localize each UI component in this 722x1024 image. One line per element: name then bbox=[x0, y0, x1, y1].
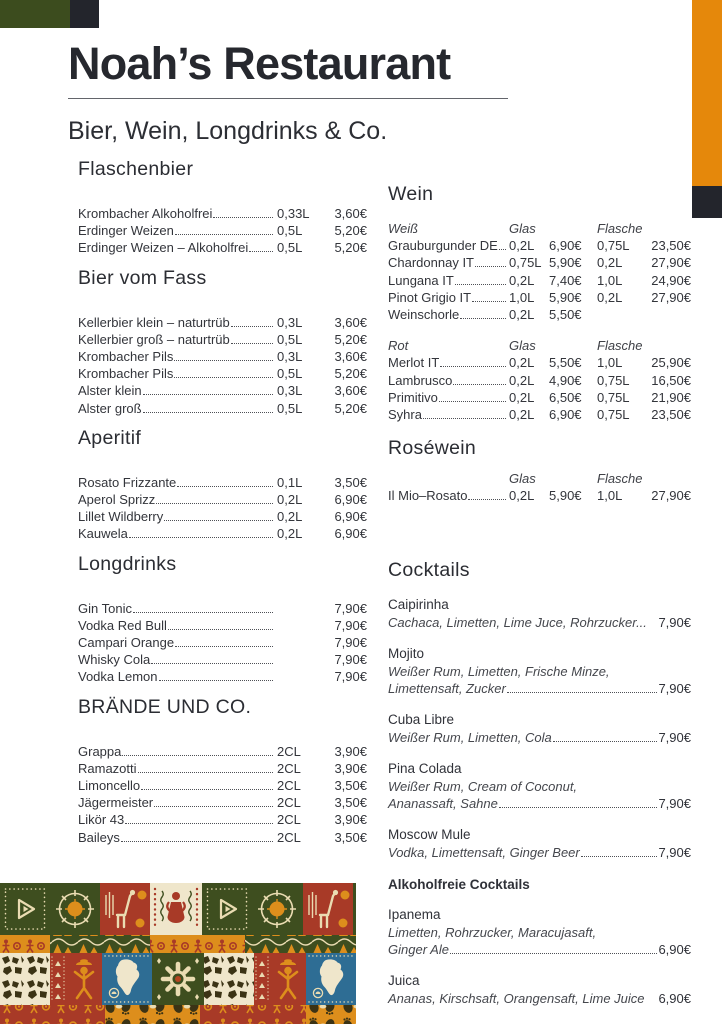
dotted-leader bbox=[455, 284, 506, 285]
item-name: Ramazotti bbox=[78, 760, 137, 776]
decor-bar-dark-left bbox=[70, 0, 99, 28]
wine-name: Chardonnay IT bbox=[388, 255, 474, 271]
item-price: 3,50€ bbox=[334, 778, 367, 794]
masthead bbox=[68, 38, 628, 146]
bottle-volume: 1,0L bbox=[597, 355, 623, 371]
item-name: Alster groß bbox=[78, 400, 142, 416]
dotted-leader bbox=[141, 789, 273, 790]
cocktail-price-line bbox=[388, 729, 691, 746]
glass-column-header: Glas bbox=[509, 338, 536, 354]
item-name: Vodka Lemon bbox=[78, 669, 158, 685]
section-items bbox=[78, 743, 367, 846]
glass-volume: 1,0L bbox=[509, 289, 535, 305]
section-items bbox=[78, 474, 367, 543]
ingredients-line: Weißer Rum, Limetten, Frische Minze, bbox=[388, 663, 610, 679]
dotted-leader bbox=[122, 755, 273, 756]
cocktail-price-line bbox=[388, 990, 691, 1007]
item-volume: 2CL bbox=[277, 812, 301, 828]
menu-item-row bbox=[78, 365, 367, 382]
item-price: 7,90€ bbox=[334, 635, 367, 651]
spiral-triangle-tile bbox=[202, 883, 252, 935]
wine-group-label: Weiß bbox=[388, 221, 419, 236]
bottle-price: 27,90€ bbox=[651, 289, 691, 305]
bottle-price: 27,90€ bbox=[651, 255, 691, 271]
wine-row bbox=[388, 289, 691, 306]
menu-item-row bbox=[78, 600, 367, 617]
wine-row bbox=[388, 389, 691, 406]
item-name: Limoncello bbox=[78, 778, 141, 794]
menu-item-row bbox=[78, 634, 367, 651]
item-price: 5,20€ bbox=[334, 223, 367, 239]
cocktail-name: Ipanema bbox=[388, 906, 441, 922]
triangle-strip-tile bbox=[254, 953, 270, 1005]
sun-mandala-tile bbox=[252, 883, 302, 935]
glass-volume: 0,75L bbox=[509, 255, 542, 271]
cocktail-item bbox=[388, 711, 691, 746]
item-name: Rosato Frizzante bbox=[78, 474, 177, 490]
menu-item-row bbox=[78, 491, 367, 508]
decor-bar-dark-right bbox=[692, 186, 722, 218]
dotted-leader bbox=[175, 646, 273, 647]
cocktail-ingredient-lines bbox=[388, 924, 691, 941]
item-price: 3,90€ bbox=[334, 743, 367, 759]
wine-group bbox=[388, 337, 691, 423]
item-volume: 2CL bbox=[277, 743, 301, 759]
glass-volume: 0,2L bbox=[509, 488, 535, 504]
dotted-leader bbox=[499, 249, 506, 250]
item-name: Aperol Sprizz bbox=[78, 492, 156, 508]
dotted-leader bbox=[231, 343, 273, 344]
menu-item-row bbox=[78, 348, 367, 365]
menu-section bbox=[78, 553, 367, 686]
item-price: 7,90€ bbox=[334, 600, 367, 616]
dotted-leader bbox=[174, 377, 273, 378]
item-price: 3,60€ bbox=[334, 349, 367, 365]
item-volume: 2CL bbox=[277, 829, 301, 845]
dotted-leader bbox=[453, 384, 506, 385]
bottle-price: 23,50€ bbox=[651, 407, 691, 423]
wine-name: Pinot Grigio IT bbox=[388, 289, 472, 305]
african-pattern-image bbox=[0, 883, 356, 1024]
bottle-volume: 0,75L bbox=[597, 238, 630, 254]
wine-row bbox=[388, 237, 691, 254]
menu-item-row bbox=[78, 239, 367, 256]
glass-column-header: Glas bbox=[509, 221, 536, 236]
item-volume: 0,3L bbox=[277, 314, 303, 330]
menu-item-row bbox=[78, 508, 367, 525]
wine-table-header bbox=[388, 220, 691, 237]
dotted-leader bbox=[168, 629, 273, 630]
wine-table-header bbox=[388, 337, 691, 354]
glass-price: 5,90€ bbox=[549, 255, 582, 271]
glass-price: 5,90€ bbox=[549, 488, 582, 504]
bottle-volume: 1,0L bbox=[597, 272, 623, 288]
dotted-leader bbox=[177, 486, 273, 487]
ingredients-line: Ananassaft, Sahne bbox=[388, 795, 498, 811]
menu-item-row bbox=[78, 525, 367, 542]
bottle-price: 25,90€ bbox=[651, 355, 691, 371]
cocktail-price-line bbox=[388, 941, 691, 958]
cocktails-section bbox=[388, 559, 691, 1007]
dotted-leader bbox=[507, 692, 658, 693]
menu-section bbox=[78, 427, 367, 543]
menu-item-row bbox=[78, 829, 367, 846]
glass-volume: 0,2L bbox=[509, 372, 535, 388]
section-heading: Aperitif bbox=[78, 426, 142, 449]
item-volume: 0,3L bbox=[277, 349, 303, 365]
cocktail-name: Pina Colada bbox=[388, 760, 462, 776]
rose-wine-section bbox=[388, 437, 691, 504]
dotted-leader bbox=[133, 612, 273, 613]
bottle-price: 24,90€ bbox=[651, 272, 691, 288]
item-price: 7,90€ bbox=[334, 652, 367, 668]
menu-section bbox=[78, 267, 367, 417]
glass-volume: 0,2L bbox=[509, 238, 535, 254]
item-price: 3,90€ bbox=[334, 812, 367, 828]
item-volume: 0,5L bbox=[277, 223, 303, 239]
dotted-leader bbox=[213, 217, 273, 218]
bottle-column-header: Flasche bbox=[597, 221, 643, 236]
cocktail-name: Juica bbox=[388, 972, 420, 988]
menu-item-row bbox=[78, 205, 367, 222]
wine-rows bbox=[388, 354, 691, 423]
menu-item-row bbox=[78, 400, 367, 417]
item-name: Vodka Red Bull bbox=[78, 617, 167, 633]
menu-item-row bbox=[78, 743, 367, 760]
ingredients-line: Cachaca, Limetten, Lime Juce, Rohrzucker... bbox=[388, 614, 647, 630]
bottle-price: 23,50€ bbox=[651, 238, 691, 254]
wine-row bbox=[388, 372, 691, 389]
glass-price: 4,90€ bbox=[549, 372, 582, 388]
bottle-column-header: Flasche bbox=[597, 338, 643, 354]
item-volume: 0,2L bbox=[277, 526, 303, 542]
spiral-triangle-tile bbox=[0, 883, 50, 935]
section-items bbox=[78, 600, 367, 686]
left-column bbox=[78, 158, 367, 856]
cocktail-price: 6,90€ bbox=[658, 941, 691, 957]
glass-price: 5,50€ bbox=[549, 307, 582, 323]
dotted-leader bbox=[159, 680, 273, 681]
wine-table-header bbox=[388, 470, 691, 487]
item-price: 3,50€ bbox=[334, 795, 367, 811]
wine-row bbox=[388, 354, 691, 371]
bottle-price: 27,90€ bbox=[651, 488, 691, 504]
item-name: Krombacher Pils bbox=[78, 349, 174, 365]
decor-bar-orange bbox=[692, 0, 722, 186]
cocktail-price: 7,90€ bbox=[658, 795, 691, 811]
sun-mandala-tile bbox=[50, 883, 100, 935]
item-name: Baileys bbox=[78, 829, 120, 845]
menu-item-row bbox=[78, 382, 367, 399]
bottle-volume: 0,2L bbox=[597, 255, 623, 271]
dotted-leader bbox=[143, 412, 273, 413]
dotted-leader bbox=[499, 807, 658, 808]
menu-item-row bbox=[78, 222, 367, 239]
section-items bbox=[78, 314, 367, 417]
title-rule bbox=[68, 98, 508, 99]
item-price: 6,90€ bbox=[334, 492, 367, 508]
wine-name: Primitivo bbox=[388, 389, 438, 405]
wine-name: Grauburgunder DE bbox=[388, 238, 498, 254]
item-price: 5,20€ bbox=[334, 240, 367, 256]
menu-item-row bbox=[78, 651, 367, 668]
ingredients-line: Weißer Rum, Limetten, Cola bbox=[388, 729, 552, 745]
menu-item-row bbox=[78, 811, 367, 828]
bowl-carrier-figure bbox=[66, 953, 102, 1005]
item-volume: 2CL bbox=[277, 760, 301, 776]
giraffe-icon bbox=[100, 883, 150, 935]
cocktail-item bbox=[388, 596, 691, 631]
wine-section bbox=[388, 183, 691, 423]
dotted-leader bbox=[143, 394, 273, 395]
cocktail-ingredient-lines bbox=[388, 663, 691, 680]
item-price: 7,90€ bbox=[334, 617, 367, 633]
item-name: Grappa bbox=[78, 743, 122, 759]
bottle-volume: 1,0L bbox=[597, 488, 623, 504]
item-price: 3,60€ bbox=[334, 206, 367, 221]
menu-section bbox=[78, 158, 367, 257]
africa-map-icon bbox=[306, 953, 356, 1005]
cocktail-price-line bbox=[388, 680, 691, 697]
item-price: 6,90€ bbox=[334, 526, 367, 542]
ingredients-line: Ananas, Kirschsaft, Orangensaft, Lime Juice bbox=[388, 990, 645, 1006]
dotted-leader bbox=[154, 806, 273, 807]
menu-item-row bbox=[78, 331, 367, 348]
item-volume: 0,2L bbox=[277, 509, 303, 525]
bottle-price: 21,90€ bbox=[651, 389, 691, 405]
giraffe-icon bbox=[303, 883, 353, 935]
glass-price: 5,90€ bbox=[549, 289, 582, 305]
glass-volume: 0,2L bbox=[509, 389, 535, 405]
item-price: 3,50€ bbox=[334, 829, 367, 845]
item-volume: 0,5L bbox=[277, 366, 303, 382]
dotted-leader bbox=[440, 366, 506, 367]
glass-volume: 0,2L bbox=[509, 407, 535, 423]
dotted-leader bbox=[423, 418, 506, 419]
cocktail-name: Moscow Mule bbox=[388, 826, 471, 842]
dotted-leader bbox=[156, 503, 273, 504]
item-name: Likör 43 bbox=[78, 812, 125, 828]
bottle-volume: 0,75L bbox=[597, 389, 630, 405]
wine-name: Lambrusco bbox=[388, 372, 453, 388]
bowl-carrier-figure bbox=[270, 953, 306, 1005]
item-volume: 0,5L bbox=[277, 240, 303, 256]
cocktail-ingredient-lines bbox=[388, 778, 691, 795]
section-heading: BRÄNDE UND CO. bbox=[78, 695, 252, 718]
wine-row bbox=[388, 487, 691, 504]
bottle-column-header: Flasche bbox=[597, 471, 643, 487]
item-price: 5,20€ bbox=[334, 400, 367, 416]
wine-row bbox=[388, 272, 691, 289]
dotted-leader bbox=[468, 499, 506, 500]
menu-section bbox=[78, 696, 367, 846]
item-name: Gin Tonic bbox=[78, 600, 132, 616]
item-price: 3,60€ bbox=[334, 383, 367, 399]
item-volume: 0,3L bbox=[277, 383, 303, 399]
item-name: Krombacher Pils bbox=[78, 366, 174, 382]
cocktail-item bbox=[388, 826, 691, 861]
cocktail-name: Mojito bbox=[388, 645, 425, 661]
cocktail-price-line bbox=[388, 844, 691, 861]
glass-volume: 0,2L bbox=[509, 355, 535, 371]
item-name: Campari Orange bbox=[78, 635, 175, 651]
dotted-leader bbox=[175, 234, 273, 235]
section-heading: Longdrinks bbox=[78, 552, 177, 575]
bottle-volume: 0,75L bbox=[597, 372, 630, 388]
wine-name: Merlot IT bbox=[388, 355, 440, 371]
menu-item-row bbox=[78, 617, 367, 634]
dotted-leader bbox=[249, 251, 273, 252]
dotted-leader bbox=[164, 520, 273, 521]
dotted-leader bbox=[174, 360, 273, 361]
item-volume: 2CL bbox=[277, 778, 301, 794]
ingredients-line: Ginger Ale bbox=[388, 941, 449, 957]
decor-bar-green bbox=[0, 0, 70, 28]
menu-item-row bbox=[78, 314, 367, 331]
bottle-volume: 0,75L bbox=[597, 407, 630, 423]
menu-item-row bbox=[78, 668, 367, 685]
item-price: 3,90€ bbox=[334, 760, 367, 776]
item-price: 5,20€ bbox=[334, 366, 367, 382]
dotted-leader bbox=[129, 537, 273, 538]
wine-row bbox=[388, 406, 691, 423]
cocktail-item bbox=[388, 972, 691, 1007]
glass-price: 6,50€ bbox=[549, 389, 582, 405]
cocktail-name: Cuba Libre bbox=[388, 711, 455, 727]
dotted-leader bbox=[553, 741, 658, 742]
menu-item-row bbox=[78, 794, 367, 811]
wine-row bbox=[388, 306, 691, 323]
section-heading: Flaschenbier bbox=[78, 158, 194, 180]
cocktail-item bbox=[388, 760, 691, 812]
item-volume: 0,1L bbox=[277, 474, 303, 490]
item-volume: 0,2L bbox=[277, 492, 303, 508]
item-name: Lillet Wildberry bbox=[78, 509, 164, 525]
cocktail-price: 7,90€ bbox=[658, 614, 691, 630]
menu-item-row bbox=[78, 474, 367, 491]
glass-price: 6,90€ bbox=[549, 407, 582, 423]
glass-price: 7,40€ bbox=[549, 272, 582, 288]
menu-item-row bbox=[78, 777, 367, 794]
item-name: Alster klein bbox=[78, 383, 142, 399]
right-column bbox=[388, 183, 691, 1021]
item-price: 3,50€ bbox=[334, 474, 367, 490]
ingredients-line: Limetten, Rohrzucker, Maracujasaft, bbox=[388, 924, 597, 940]
triangle-strip-tile bbox=[50, 953, 66, 1005]
restaurant-title: Noah’s Restaurant bbox=[68, 38, 451, 89]
cocktail-list bbox=[388, 596, 691, 861]
wine-name: Lungana IT bbox=[388, 272, 454, 288]
section-heading: Wein bbox=[388, 183, 434, 205]
item-price: 6,90€ bbox=[334, 509, 367, 525]
wine-name: Weinschorle bbox=[388, 307, 460, 323]
wine-name: Il Mio–Rosato bbox=[388, 488, 468, 504]
bottle-volume: 0,2L bbox=[597, 289, 623, 305]
section-heading: Roséwein bbox=[388, 437, 477, 460]
item-name: Krombacher Alkoholfrei bbox=[78, 206, 213, 221]
ingredients-line: Vodka, Limettensaft, Ginger Beer bbox=[388, 844, 580, 860]
item-name: Kauwela bbox=[78, 526, 128, 542]
alcohol-free-heading: Alkoholfreie Cocktails bbox=[388, 876, 530, 892]
glass-column-header: Glas bbox=[509, 471, 536, 487]
item-volume: 0,5L bbox=[277, 400, 303, 416]
wine-rows bbox=[388, 237, 691, 323]
africa-map-icon bbox=[102, 953, 152, 1005]
wine-name: Syhra bbox=[388, 407, 422, 423]
section-heading: Bier vom Fass bbox=[78, 266, 207, 289]
section-heading: Cocktails bbox=[388, 558, 470, 581]
glass-volume: 0,2L bbox=[509, 272, 535, 288]
item-name: Whisky Cola bbox=[78, 652, 151, 668]
wine-groups bbox=[388, 220, 691, 423]
wine-group-label bbox=[388, 470, 509, 487]
item-name: Erdinger Weizen – Alkoholfrei bbox=[78, 240, 249, 256]
cocktail-name: Caipirinha bbox=[388, 596, 449, 612]
cocktail-price-line bbox=[388, 614, 691, 631]
glass-price: 5,50€ bbox=[549, 355, 582, 371]
item-volume: 0,5L bbox=[277, 331, 303, 347]
menu-item-row bbox=[78, 760, 367, 777]
item-volume: 0,33L bbox=[277, 206, 310, 221]
item-name: Erdinger Weizen bbox=[78, 223, 174, 239]
vase-figure-tile bbox=[150, 883, 202, 935]
dotted-leader bbox=[231, 326, 273, 327]
dotted-leader bbox=[460, 318, 506, 319]
dotted-leader bbox=[450, 953, 658, 954]
dotted-leader bbox=[581, 856, 658, 857]
cocktail-price: 7,90€ bbox=[658, 844, 691, 860]
cocktail-price-line bbox=[388, 795, 691, 812]
alcohol-free-list bbox=[388, 906, 691, 1007]
glass-price: 6,90€ bbox=[549, 238, 582, 254]
ingredients-line: Weißer Rum, Cream of Coconut, bbox=[388, 778, 578, 794]
cocktail-price: 7,90€ bbox=[658, 729, 691, 745]
cocktail-price: 6,90€ bbox=[658, 990, 691, 1006]
wine-group-label: Rot bbox=[388, 338, 409, 354]
wine-rows bbox=[388, 487, 691, 504]
item-price: 7,90€ bbox=[334, 669, 367, 685]
dotted-leader bbox=[151, 663, 273, 664]
item-price: 3,60€ bbox=[334, 314, 367, 330]
item-volume: 2CL bbox=[277, 795, 301, 811]
dotted-leader bbox=[472, 301, 506, 302]
menu-subtitle: Bier, Wein, Longdrinks & Co. bbox=[68, 116, 388, 145]
dotted-leader bbox=[475, 266, 506, 267]
wine-group bbox=[388, 220, 691, 323]
section-items bbox=[78, 205, 367, 257]
sun-symbol-tile bbox=[152, 953, 204, 1005]
dotted-leader bbox=[125, 823, 273, 824]
ingredients-line: Limettensaft, Zucker bbox=[388, 680, 506, 696]
wine-row bbox=[388, 254, 691, 271]
cocktail-price: 7,90€ bbox=[658, 680, 691, 696]
item-name: Jägermeister bbox=[78, 795, 154, 811]
dotted-leader bbox=[439, 401, 506, 402]
item-name: Kellerbier groß – naturtrüb bbox=[78, 331, 230, 347]
bottle-price: 16,50€ bbox=[651, 372, 691, 388]
cocktail-item bbox=[388, 906, 691, 958]
cocktail-item bbox=[388, 645, 691, 697]
dotted-leader bbox=[138, 772, 273, 773]
item-name: Kellerbier klein – naturtrüb bbox=[78, 314, 230, 330]
dotted-leader bbox=[121, 841, 273, 842]
glass-volume: 0,2L bbox=[509, 307, 535, 323]
item-price: 5,20€ bbox=[334, 331, 367, 347]
